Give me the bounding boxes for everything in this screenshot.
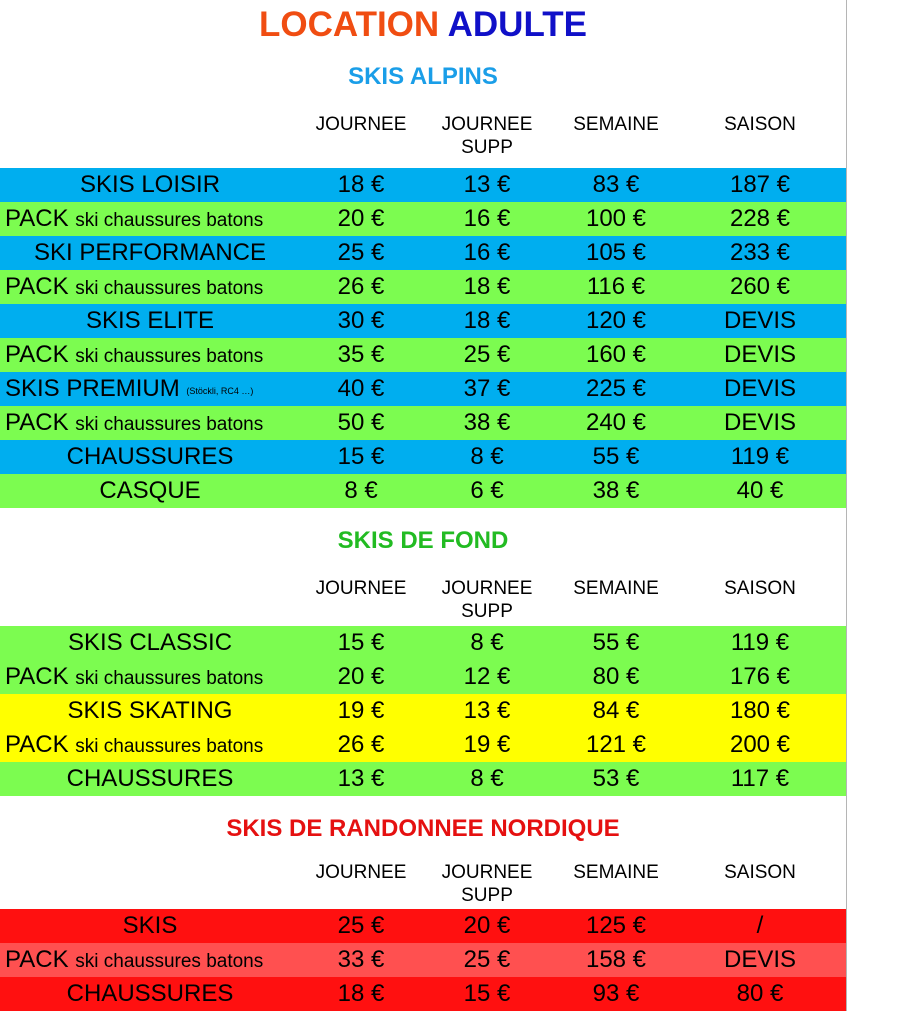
row-label-main: SKIS (122, 912, 178, 939)
row-label-sub: ski chaussures batons (75, 668, 264, 689)
row-label-main: CHAUSSURES (66, 443, 234, 470)
price-cell: 25 € (463, 946, 511, 973)
price-cell: DEVIS (723, 375, 797, 402)
row-label (0, 474, 300, 508)
row-label (0, 977, 300, 1011)
price-cell: 200 € (729, 731, 791, 758)
row-label (0, 236, 300, 270)
row-label (0, 909, 300, 943)
price-row (0, 406, 846, 440)
row-label-main: PACK (5, 341, 69, 368)
price-cell: 40 € (736, 477, 784, 504)
price-row (0, 728, 846, 762)
price-cell: 121 € (585, 731, 647, 758)
section-title-fond: SKIS DE FOND (337, 527, 509, 554)
row-label-sub: ski chaussures batons (75, 346, 264, 367)
price-cell: 19 € (337, 697, 385, 724)
price-cell: 50 € (337, 409, 385, 436)
price-row (0, 660, 846, 694)
price-cell: 53 € (592, 765, 640, 792)
price-row (0, 626, 846, 660)
price-cell: 18 € (337, 171, 385, 198)
row-label (0, 762, 300, 796)
row-label (0, 660, 300, 694)
row-label (0, 626, 300, 660)
page-title (0, 2, 846, 48)
price-cell: 93 € (592, 980, 640, 1007)
price-row (0, 304, 846, 338)
row-label-main: SKI PERFORMANCE (33, 239, 267, 266)
price-row (0, 270, 846, 304)
price-cell: 55 € (592, 443, 640, 470)
price-cell: 38 € (592, 477, 640, 504)
price-table-nordique (0, 909, 846, 1011)
price-cell: 260 € (729, 273, 791, 300)
row-label-main: PACK (5, 273, 69, 300)
price-cell: DEVIS (723, 946, 797, 973)
price-cell: 18 € (463, 307, 511, 334)
row-label (0, 406, 300, 440)
price-cell: 100 € (585, 205, 647, 232)
price-cell: 116 € (586, 273, 646, 300)
price-cell: 119 € (730, 629, 790, 656)
price-row (0, 762, 846, 796)
row-label-main: PACK (5, 946, 69, 973)
price-header-fond (0, 577, 846, 621)
price-cell: 55 € (592, 629, 640, 656)
price-cell: 35 € (337, 341, 385, 368)
header-semaine: SEMAINE (573, 114, 659, 135)
row-label-main: PACK (5, 663, 69, 690)
price-cell: DEVIS (723, 341, 797, 368)
price-cell: DEVIS (723, 409, 797, 436)
row-label (0, 728, 300, 762)
price-cell: 13 € (337, 765, 385, 792)
price-row (0, 943, 846, 977)
price-cell: 33 € (337, 946, 385, 973)
price-cell: 8 € (470, 629, 504, 656)
header-semaine: SEMAINE (573, 862, 659, 883)
price-cell: 8 € (344, 477, 378, 504)
header-saison: SAISON (724, 114, 796, 135)
price-cell: 25 € (337, 239, 385, 266)
price-table-fond (0, 626, 846, 796)
row-label-sub: ski chaussures batons (75, 278, 264, 299)
price-cell: 84 € (592, 697, 640, 724)
price-row (0, 168, 846, 202)
section-title-nordique: SKIS DE RANDONNEE NORDIQUE (226, 815, 620, 842)
price-cell: 8 € (470, 765, 504, 792)
price-cell: 20 € (463, 912, 511, 939)
price-cell: 160 € (585, 341, 647, 368)
price-cell: 228 € (729, 205, 791, 232)
price-cell: 13 € (463, 171, 511, 198)
row-label-sub: ski chaussures batons (75, 951, 264, 972)
row-label (0, 372, 300, 406)
price-cell: 38 € (463, 409, 511, 436)
row-label (0, 440, 300, 474)
price-cell: 26 € (337, 273, 385, 300)
header-semaine: SEMAINE (573, 578, 659, 599)
title-word-location: LOCATION (259, 5, 440, 44)
price-row (0, 338, 846, 372)
row-label (0, 694, 300, 728)
row-label-main: SKIS PREMIUM (5, 375, 180, 402)
header-journee: JOURNEE (315, 114, 407, 135)
header-journee-supp: JOURNEE SUPP (441, 862, 533, 906)
price-cell: 80 € (736, 980, 784, 1007)
price-cell: 37 € (463, 375, 511, 402)
price-table-alpins (0, 168, 846, 508)
row-label-main: PACK (5, 205, 69, 232)
row-label-main: CASQUE (99, 477, 201, 504)
row-label (0, 943, 300, 977)
row-label (0, 168, 300, 202)
price-cell: 225 € (585, 375, 647, 402)
price-row (0, 372, 846, 406)
price-cell: 117 € (730, 765, 790, 792)
header-journee: JOURNEE (315, 862, 407, 883)
price-cell: 30 € (337, 307, 385, 334)
price-cell: 105 € (585, 239, 647, 266)
row-label-main: SKIS ELITE (85, 307, 215, 334)
price-cell: 119 € (730, 443, 790, 470)
row-label (0, 202, 300, 236)
price-cell: 80 € (592, 663, 640, 690)
price-cell: 16 € (463, 205, 511, 232)
price-cell: 18 € (463, 273, 511, 300)
price-cell: 240 € (585, 409, 647, 436)
price-cell: 8 € (470, 443, 504, 470)
price-row (0, 694, 846, 728)
price-cell: 20 € (337, 663, 385, 690)
price-cell: / (756, 912, 764, 939)
price-row (0, 202, 846, 236)
price-cell: 25 € (337, 912, 385, 939)
price-cell: 18 € (337, 980, 385, 1007)
price-cell: 120 € (585, 307, 647, 334)
title-word-adulte: ADULTE (447, 5, 587, 44)
price-cell: 19 € (463, 731, 511, 758)
price-row (0, 440, 846, 474)
row-label-sub: ski chaussures batons (75, 414, 264, 435)
header-journee-supp: JOURNEE SUPP (441, 578, 533, 622)
row-label-sub: ski chaussures batons (75, 736, 264, 757)
price-cell: 233 € (729, 239, 791, 266)
price-cell: 15 € (337, 443, 385, 470)
price-cell: 158 € (585, 946, 647, 973)
row-label-main: PACK (5, 409, 69, 436)
price-cell: 20 € (337, 205, 385, 232)
right-border-line (846, 0, 847, 1011)
row-label-main: CHAUSSURES (66, 980, 234, 1007)
price-cell: 125 € (585, 912, 647, 939)
price-cell: 12 € (463, 663, 511, 690)
price-row (0, 236, 846, 270)
header-saison: SAISON (724, 578, 796, 599)
row-label-main: SKIS CLASSIC (67, 629, 233, 656)
price-cell: 16 € (463, 239, 511, 266)
price-cell: 15 € (337, 629, 385, 656)
row-label-main: SKIS LOISIR (79, 171, 221, 198)
row-label (0, 304, 300, 338)
price-cell: 26 € (337, 731, 385, 758)
price-cell: 176 € (729, 663, 791, 690)
row-label (0, 338, 300, 372)
header-journee: JOURNEE (315, 578, 407, 599)
row-label-main: SKIS SKATING (67, 697, 233, 724)
section-title-alpins: SKIS ALPINS (348, 63, 498, 90)
price-cell: 15 € (463, 980, 511, 1007)
price-row (0, 474, 846, 508)
row-label (0, 270, 300, 304)
price-cell: 13 € (463, 697, 511, 724)
price-cell: 25 € (463, 341, 511, 368)
price-cell: 6 € (470, 477, 504, 504)
price-cell: 180 € (729, 697, 791, 724)
price-cell: 187 € (729, 171, 791, 198)
price-cell: 40 € (337, 375, 385, 402)
price-header-alpins (0, 113, 846, 157)
price-row (0, 977, 846, 1011)
price-cell: 83 € (592, 171, 640, 198)
row-label-main: CHAUSSURES (66, 765, 234, 792)
price-header-nordique (0, 861, 846, 905)
price-cell: DEVIS (723, 307, 797, 334)
row-label-sub: ski chaussures batons (75, 210, 264, 231)
row-label-main: PACK (5, 731, 69, 758)
header-journee-supp: JOURNEE SUPP (441, 114, 533, 158)
price-row (0, 909, 846, 943)
row-label-note: (Stöckli, RC4 …) (186, 386, 254, 396)
header-saison: SAISON (724, 862, 796, 883)
